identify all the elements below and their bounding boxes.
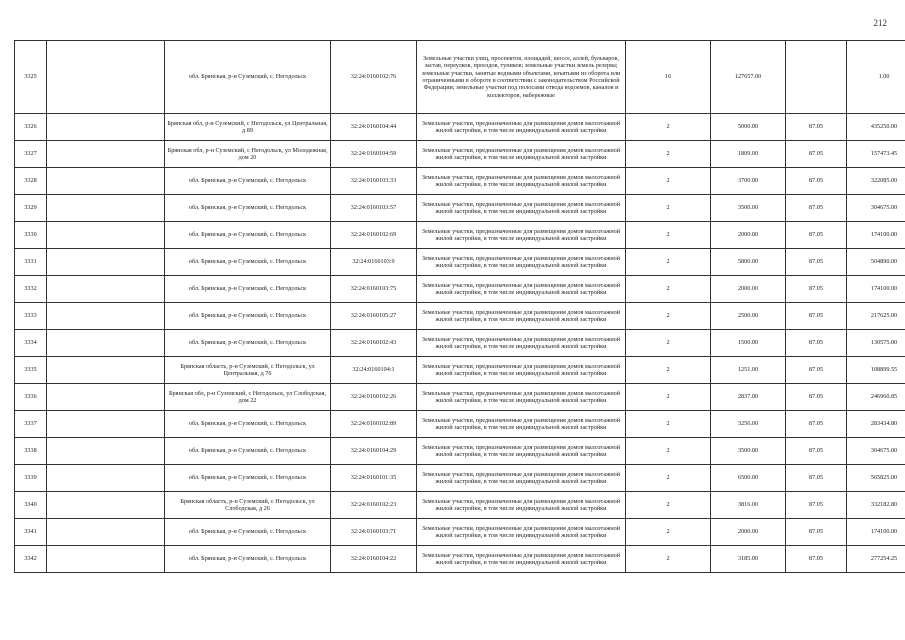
land-use-description-cell: Земельные участки, предназначенные для размещения домов малоэтажной жилой застройки, в том числе индивидуальной жилой застройки — [417, 357, 626, 384]
area-cell: 1500.00 — [711, 330, 786, 357]
area-cell: 3700.00 — [711, 168, 786, 195]
area-cell: 5000.00 — [711, 114, 786, 141]
empty-cell — [47, 492, 165, 519]
specific-value-cell: 87.05 — [786, 492, 847, 519]
category-code-cell: 2 — [626, 546, 711, 573]
address-cell: обл. Брянская, р-н Суземский, с. Негодольск — [165, 303, 331, 330]
table-row — [15, 249, 905, 276]
land-use-description-cell: Земельные участки, предназначенные для размещения домов малоэтажной жилой застройки, в том числе индивидуальной жилой застройки — [417, 303, 626, 330]
row-number-cell: 3326 — [15, 114, 47, 141]
row-number-cell: 3332 — [15, 276, 47, 303]
area-cell: 3500.00 — [711, 438, 786, 465]
land-use-description-cell: Земельные участки, предназначенные для размещения домов малоэтажной жилой застройки, в том числе индивидуальной жилой застройки — [417, 141, 626, 168]
category-code-cell: 2 — [626, 249, 711, 276]
specific-value-cell — [786, 41, 847, 114]
row-number-cell: 3341 — [15, 519, 47, 546]
table-row — [15, 411, 905, 438]
area-cell: 1251.00 — [711, 357, 786, 384]
row-number-cell: 3330 — [15, 222, 47, 249]
empty-cell — [47, 195, 165, 222]
address-cell: обл. Брянская, р-н Суземский, с. Негодольск — [165, 465, 331, 492]
category-code-cell: 2 — [626, 411, 711, 438]
address-cell: Брянская обл, р-н Суземский, с Негодольск, ул Молодежная, дом 20 — [165, 141, 331, 168]
specific-value-cell: 87.05 — [786, 357, 847, 384]
cadastral-value-cell: 283434.80 — [847, 411, 905, 438]
address-cell: обл. Брянская, р-н Суземский, с. Негодольск — [165, 438, 331, 465]
cadastral-value-cell: 277254.25 — [847, 546, 905, 573]
area-cell: 2000.00 — [711, 276, 786, 303]
land-use-description-cell: Земельные участки улиц, проспектов, площадей, шоссе, аллей, бульваров, застав, переулков, проездов, тупиков; земельные участки земель резерва; земельные участки, занятые водными объектами, изъятыми из оборота или ограниченными в обороте в соответствии с законодательством Российской Федерации; земельные участки под полосами отвода водоемов, каналов и коллекторов, набережные — [417, 41, 626, 114]
row-number-cell: 3333 — [15, 303, 47, 330]
category-code-cell: 2 — [626, 492, 711, 519]
row-number-cell: 3331 — [15, 249, 47, 276]
empty-cell — [47, 357, 165, 384]
table-row — [15, 546, 905, 573]
table-row — [15, 195, 905, 222]
area-cell: 3256.00 — [711, 411, 786, 438]
cadastral-value-cell: 174100.00 — [847, 222, 905, 249]
specific-value-cell: 87.05 — [786, 249, 847, 276]
land-use-description-cell: Земельные участки, предназначенные для размещения домов малоэтажной жилой застройки, в том числе индивидуальной жилой застройки — [417, 465, 626, 492]
area-cell: 3816.00 — [711, 492, 786, 519]
land-use-description-cell: Земельные участки, предназначенные для размещения домов малоэтажной жилой застройки, в том числе индивидуальной жилой застройки — [417, 546, 626, 573]
empty-cell — [47, 141, 165, 168]
row-number-cell: 3328 — [15, 168, 47, 195]
table-row — [15, 222, 905, 249]
cadastral-number-cell: 32:24:0160103:75 — [331, 276, 417, 303]
specific-value-cell: 87.05 — [786, 465, 847, 492]
specific-value-cell: 87.05 — [786, 546, 847, 573]
land-use-description-cell: Земельные участки, предназначенные для размещения домов малоэтажной жилой застройки, в том числе индивидуальной жилой застройки — [417, 114, 626, 141]
specific-value-cell: 87.05 — [786, 168, 847, 195]
area-cell: 2000.00 — [711, 519, 786, 546]
land-use-description-cell: Земельные участки, предназначенные для размещения домов малоэтажной жилой застройки, в том числе индивидуальной жилой застройки — [417, 168, 626, 195]
cadastral-number-cell: 32:24:0160104:59 — [331, 141, 417, 168]
address-cell: Брянская область, р-н Суземский, с Негодольск, ул Центральная, д 76 — [165, 357, 331, 384]
land-use-description-cell: Земельные участки, предназначенные для размещения домов малоэтажной жилой застройки, в том числе индивидуальной жилой застройки — [417, 519, 626, 546]
empty-cell — [47, 222, 165, 249]
row-number-cell: 3336 — [15, 384, 47, 411]
row-number-cell: 3339 — [15, 465, 47, 492]
category-code-cell: 2 — [626, 141, 711, 168]
empty-cell — [47, 276, 165, 303]
empty-cell — [47, 114, 165, 141]
cadastral-value-cell: 157473.45 — [847, 141, 905, 168]
land-use-description-cell: Земельные участки, предназначенные для размещения домов малоэтажной жилой застройки, в том числе индивидуальной жилой застройки — [417, 411, 626, 438]
cadastral-value-cell: 435250.00 — [847, 114, 905, 141]
cadastral-number-cell: 32:24:0160105:27 — [331, 303, 417, 330]
row-number-cell: 3338 — [15, 438, 47, 465]
category-code-cell: 2 — [626, 303, 711, 330]
category-code-cell: 2 — [626, 438, 711, 465]
empty-cell — [47, 546, 165, 573]
address-cell: обл. Брянская, р-н Суземский, с. Негодольск — [165, 411, 331, 438]
area-cell: 2500.00 — [711, 303, 786, 330]
cadastral-number-cell: 32:24:0160104:29 — [331, 438, 417, 465]
table-body — [15, 41, 905, 573]
address-cell: Брянская обл, р-н Суземский, с Негодольск, ул Центральная, д 89 — [165, 114, 331, 141]
table-row — [15, 330, 905, 357]
land-use-description-cell: Земельные участки, предназначенные для размещения домов малоэтажной жилой застройки, в том числе индивидуальной жилой застройки — [417, 195, 626, 222]
cadastral-number-cell: 32:24:0160104:22 — [331, 546, 417, 573]
table-row — [15, 384, 905, 411]
land-use-description-cell: Земельные участки, предназначенные для размещения домов малоэтажной жилой застройки, в том числе индивидуальной жилой застройки — [417, 249, 626, 276]
cadastral-value-cell: 1.00 — [847, 41, 905, 114]
address-cell: обл. Брянская, р-н Суземский, с. Негодольск — [165, 276, 331, 303]
cadastral-value-cell: 322085.00 — [847, 168, 905, 195]
empty-cell — [47, 411, 165, 438]
category-code-cell: 16 — [626, 41, 711, 114]
table-row — [15, 114, 905, 141]
row-number-cell: 3329 — [15, 195, 47, 222]
area-cell: 3500.00 — [711, 195, 786, 222]
table-row — [15, 141, 905, 168]
cadastral-value-cell: 217625.00 — [847, 303, 905, 330]
cadastral-number-cell: 32:24:0160104:44 — [331, 114, 417, 141]
row-number-cell: 3325 — [15, 41, 47, 114]
empty-cell — [47, 303, 165, 330]
cadastral-value-cell: 565825.00 — [847, 465, 905, 492]
cadastral-value-cell: 174100.00 — [847, 276, 905, 303]
cadastral-number-cell: 32:24:0160102:43 — [331, 330, 417, 357]
category-code-cell: 2 — [626, 168, 711, 195]
category-code-cell: 2 — [626, 519, 711, 546]
specific-value-cell: 87.05 — [786, 141, 847, 168]
area-cell: 6500.00 — [711, 465, 786, 492]
row-number-cell: 3342 — [15, 546, 47, 573]
specific-value-cell: 87.05 — [786, 276, 847, 303]
row-number-cell: 3334 — [15, 330, 47, 357]
category-code-cell: 2 — [626, 222, 711, 249]
table-row — [15, 492, 905, 519]
address-cell: обл. Брянская, р-н Суземский, с. Негодольск — [165, 546, 331, 573]
category-code-cell: 2 — [626, 465, 711, 492]
table-row — [15, 168, 905, 195]
land-use-description-cell: Земельные участки, предназначенные для размещения домов малоэтажной жилой застройки, в том числе индивидуальной жилой застройки — [417, 492, 626, 519]
category-code-cell: 2 — [626, 114, 711, 141]
table-row — [15, 303, 905, 330]
area-cell: 3185.00 — [711, 546, 786, 573]
specific-value-cell: 87.05 — [786, 384, 847, 411]
land-use-description-cell: Земельные участки, предназначенные для размещения домов малоэтажной жилой застройки, в том числе индивидуальной жилой застройки — [417, 384, 626, 411]
table-row — [15, 41, 905, 114]
table-row — [15, 276, 905, 303]
cadastral-number-cell: 32:24:0160102:26 — [331, 384, 417, 411]
empty-cell — [47, 519, 165, 546]
specific-value-cell: 87.05 — [786, 303, 847, 330]
land-use-description-cell: Земельные участки, предназначенные для размещения домов малоэтажной жилой застройки, в том числе индивидуальной жилой застройки — [417, 222, 626, 249]
empty-cell — [47, 384, 165, 411]
empty-cell — [47, 168, 165, 195]
cadastral-value-cell: 332182.80 — [847, 492, 905, 519]
address-cell: обл. Брянская, р-н Суземский, с. Негодольск — [165, 41, 331, 114]
empty-cell — [47, 249, 165, 276]
row-number-cell: 3335 — [15, 357, 47, 384]
specific-value-cell: 87.05 — [786, 411, 847, 438]
area-cell: 2000.00 — [711, 222, 786, 249]
cadastral-value-cell: 304675.00 — [847, 195, 905, 222]
cadastral-number-cell: 32:24:0160102:76 — [331, 41, 417, 114]
category-code-cell: 2 — [626, 195, 711, 222]
land-use-description-cell: Земельные участки, предназначенные для размещения домов малоэтажной жилой застройки, в том числе индивидуальной жилой застройки — [417, 438, 626, 465]
empty-cell — [47, 465, 165, 492]
specific-value-cell: 87.05 — [786, 114, 847, 141]
empty-cell — [47, 330, 165, 357]
cadastral-number-cell: 32:24:0160102:23 — [331, 492, 417, 519]
cadastral-value-cell: 504890.00 — [847, 249, 905, 276]
area-cell: 2837.00 — [711, 384, 786, 411]
cadastral-number-cell: 32:24:0160103:33 — [331, 168, 417, 195]
address-cell: обл. Брянская, р-н Суземский, с. Негодольск — [165, 195, 331, 222]
cadastral-value-cell: 304675.00 — [847, 438, 905, 465]
specific-value-cell: 87.05 — [786, 330, 847, 357]
cadastral-value-table — [14, 40, 905, 573]
table-row — [15, 519, 905, 546]
cadastral-number-cell: 32:24:0160102:69 — [331, 222, 417, 249]
row-number-cell: 3327 — [15, 141, 47, 168]
cadastral-value-cell: 174100.00 — [847, 519, 905, 546]
address-cell: обл. Брянская, р-н Суземский, с. Негодольск — [165, 168, 331, 195]
cadastral-number-cell: 32:24:0160104:1 — [331, 357, 417, 384]
cadastral-value-cell: 108899.55 — [847, 357, 905, 384]
cadastral-number-cell: 32:24:0160103:57 — [331, 195, 417, 222]
empty-cell — [47, 438, 165, 465]
specific-value-cell: 87.05 — [786, 195, 847, 222]
row-number-cell: 3337 — [15, 411, 47, 438]
cadastral-number-cell: 32:24:0160102:89 — [331, 411, 417, 438]
land-use-description-cell: Земельные участки, предназначенные для размещения домов малоэтажной жилой застройки, в том числе индивидуальной жилой застройки — [417, 330, 626, 357]
category-code-cell: 2 — [626, 276, 711, 303]
area-cell: 5800.00 — [711, 249, 786, 276]
address-cell: Брянская обл, р-н Суземский, с Негодольск, ул Слободская, дом 22 — [165, 384, 331, 411]
land-use-description-cell: Земельные участки, предназначенные для размещения домов малоэтажной жилой застройки, в том числе индивидуальной жилой застройки — [417, 276, 626, 303]
specific-value-cell: 87.05 — [786, 519, 847, 546]
table-row — [15, 465, 905, 492]
category-code-cell: 2 — [626, 384, 711, 411]
specific-value-cell: 87.05 — [786, 438, 847, 465]
page-number: 212 — [873, 18, 887, 28]
address-cell: обл. Брянская, р-н Суземский, с. Негодольск — [165, 519, 331, 546]
specific-value-cell: 87.05 — [786, 222, 847, 249]
area-cell: 1809.00 — [711, 141, 786, 168]
cadastral-number-cell: 32:24:0160101:35 — [331, 465, 417, 492]
category-code-cell: 2 — [626, 330, 711, 357]
cadastral-number-cell: 32:24:0160103:9 — [331, 249, 417, 276]
row-number-cell: 3340 — [15, 492, 47, 519]
address-cell: Брянская область, р-н Суземский, с Негодольск, ул Слободская, д 26 — [165, 492, 331, 519]
table-row — [15, 357, 905, 384]
address-cell: обл. Брянская, р-н Суземский, с. Негодольск — [165, 222, 331, 249]
cadastral-value-cell: 246960.85 — [847, 384, 905, 411]
address-cell: обл. Брянская, р-н Суземский, с. Негодольск — [165, 330, 331, 357]
address-cell: обл. Брянская, р-н Суземский, с. Негодольск — [165, 249, 331, 276]
cadastral-value-cell: 130575.00 — [847, 330, 905, 357]
cadastral-number-cell: 32:24:0160103:71 — [331, 519, 417, 546]
area-cell: 127657.00 — [711, 41, 786, 114]
category-code-cell: 2 — [626, 357, 711, 384]
empty-cell — [47, 41, 165, 114]
table-row — [15, 438, 905, 465]
